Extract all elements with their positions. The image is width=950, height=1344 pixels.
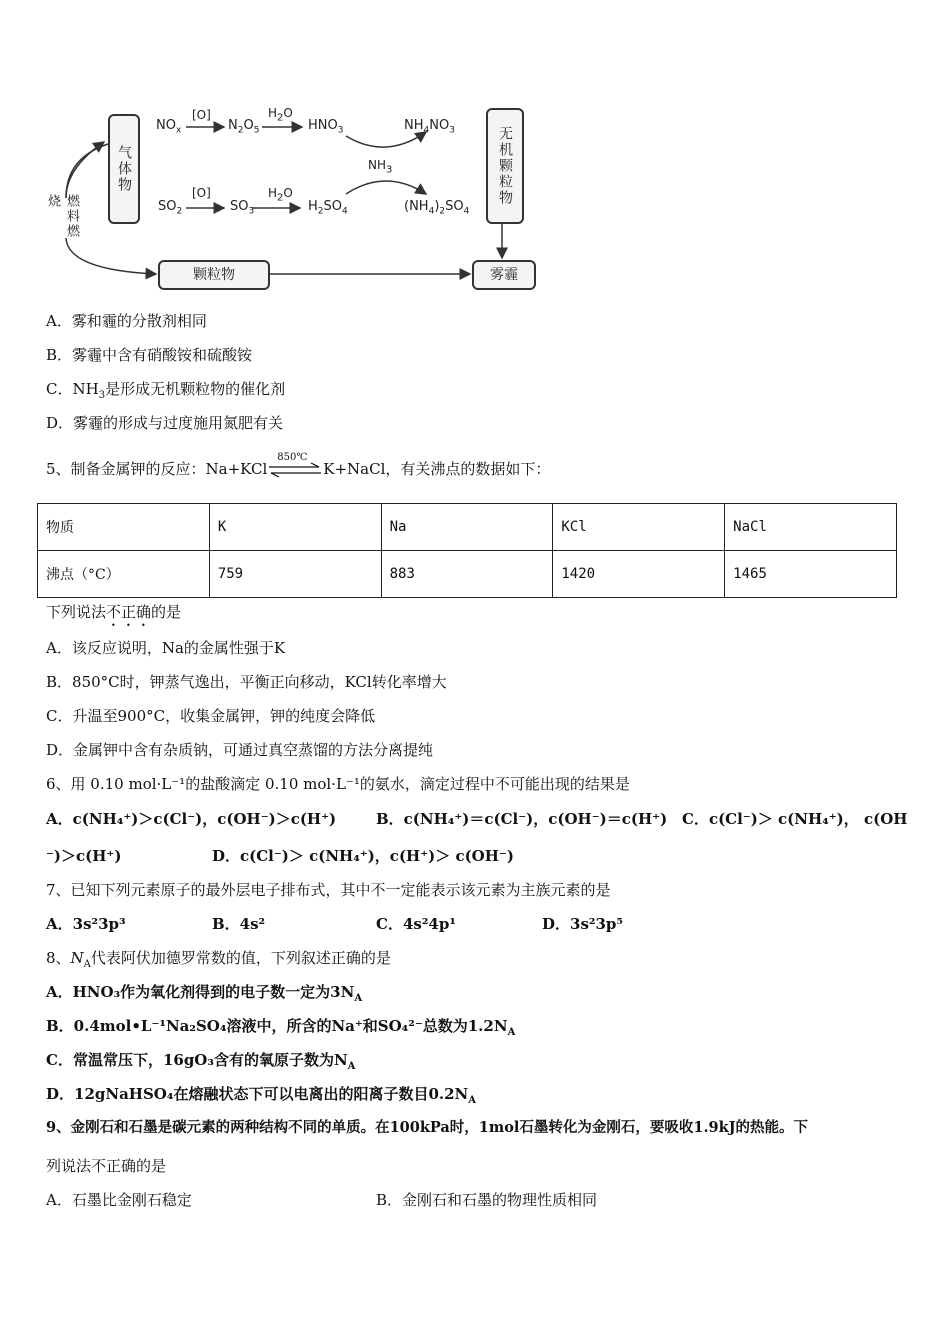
water-label-2: $H_2O$ (268, 186, 293, 204)
q8-option-c-sub: A (347, 1061, 356, 1072)
nh3-label: $NH_3$ (368, 158, 393, 176)
q5-stem-pre: 5、制备金属钾的反应：Na+KCl (46, 460, 268, 478)
formula-so3: $SO_3$ (230, 199, 255, 217)
table-header-cell: NaCl (725, 504, 897, 551)
arrow-to-gas (66, 142, 104, 198)
table-cell: 883 (381, 551, 553, 598)
q8-stem (46, 948, 391, 968)
table-header-cell: K (209, 504, 381, 551)
q8-stem-post: 代表阿伏加德罗常数的值，下列叙述正确的是 (90, 949, 391, 967)
q5-ask-pre: 下列说法 (46, 603, 107, 621)
reaction-condition-label: 850℃ (277, 452, 308, 463)
formula-nh4-2so4: $(NH_4)_2SO_4$ (404, 199, 470, 217)
q9-option-b: B．金刚石和石墨的物理性质相同 (376, 1191, 598, 1209)
table-cell: 1420 (553, 551, 725, 598)
inorganic-particle-box: 无机颗粒物 (486, 108, 524, 224)
q4-option-c-post: 是形成无机颗粒物的催化剂 (105, 380, 286, 398)
q8-option-b-sub: A (507, 1027, 516, 1038)
q8-option-a-text: A．HNO₃作为氧化剂得到的电子数一定为3N (46, 983, 355, 1001)
ox-label-2: [O] (192, 186, 211, 200)
q5-ask-emphasis: 不正确 (106, 603, 152, 621)
q8-option-d (46, 1084, 476, 1104)
q4-option-c: C．$NH_3$是形成无机颗粒物的催化剂 (46, 380, 286, 401)
table-header-cell: 物质 (38, 504, 210, 551)
q7-option-c: C．4s²4p¹ (376, 915, 456, 933)
formula-nox: $NO_x$ (156, 118, 182, 136)
q6-option-c-cont: ⁻)＞c(H⁺) (46, 847, 122, 865)
q5-option-c: C．升温至900°C，收集金属钾，钾的纯度会降低 (46, 707, 376, 725)
q8-option-a-sub: A (354, 993, 363, 1004)
formula-so2: $SO_2$ (158, 199, 183, 217)
boiling-point-table (37, 503, 897, 598)
q4-option-b: B．雾霾中含有硝酸铵和硫酸铵 (46, 346, 253, 364)
q8-option-d-text: D．12gNaHSO₄在熔融状态下可以电离出的阳离子数目0.2N (46, 1085, 469, 1103)
formula-hno3: $HNO_3$ (308, 118, 344, 136)
table-cell: 沸点（°C） (38, 551, 210, 598)
q6-option-d: D．c(Cl⁻)＞ c(NH₄⁺)，c(H⁺)＞ c(OH⁻) (212, 847, 514, 865)
formula-h2so4: $H_2SO_4$ (308, 199, 348, 217)
q7-stem: 7、已知下列元素原子的最外层电子排布式，其中不一定能表示该元素为主族元素的是 (46, 881, 611, 899)
particle-box: 颗粒物 (158, 260, 270, 290)
q8-stem-pre: 8、 (46, 949, 71, 967)
gas-box: 气体物 (108, 114, 140, 224)
q5-stem (46, 452, 551, 480)
q7-option-d: D．3s²3p⁵ (542, 915, 623, 933)
fuel-to-gas-curve (66, 144, 108, 198)
q6-stem: 6、用 0.10 mol·L⁻¹的盐酸滴定 0.10 mol·L⁻¹的氨水，滴定过程中不可能出现的结果是 (46, 775, 630, 793)
q5-option-a: A．该反应说明，Na的金属性强于K (46, 639, 286, 657)
q8-option-c-text: C．常温常压下，16gO₃含有的氧原子数为N (46, 1051, 348, 1069)
q9-option-a: A．石墨比金刚石稳定 (46, 1191, 192, 1209)
q5-stem-post: K+NaCl，有关沸点的数据如下： (323, 460, 551, 478)
fuel-combustion-label: 燃料燃烧 (45, 194, 79, 239)
q8-option-c (46, 1050, 355, 1070)
water-label-1: $H_2O$ (268, 106, 293, 124)
q5-ask (46, 602, 181, 630)
q9-stem-line1: 9、金刚石和石墨是碳元素的两种结构不同的单质。在100kPa时，1mol石墨转化为金刚石，要吸收1.9kJ的热能。下 (46, 1119, 809, 1136)
haze-formation-diagram (46, 98, 538, 294)
q6-option-c: C．c(Cl⁻)＞ c(NH₄⁺)， c(OH (682, 810, 908, 828)
table-row (38, 551, 897, 598)
q8-option-b-text: B．0.4mol•L⁻¹Na₂SO₄溶液中，所含的Na⁺和SO₄²⁻总数为1.2N (46, 1017, 508, 1035)
table-cell: 759 (209, 551, 381, 598)
q5-ask-post: 的是 (151, 603, 182, 621)
reversible-arrow-icon (267, 460, 323, 480)
q4-option-d: D．雾霾的形成与过度施用氮肥有关 (46, 414, 284, 432)
table-cell: 1465 (725, 551, 897, 598)
haze-box: 雾霾 (472, 260, 536, 290)
q6-option-a: A．c(NH₄⁺)＞c(Cl⁻)，c(OH⁻)＞c(H⁺) (46, 810, 337, 828)
q4-option-a: A．雾和霾的分散剂相同 (46, 312, 207, 330)
table-header-cell: KCl (553, 504, 725, 551)
ox-label-1: [O] (192, 108, 211, 122)
q9-stem-line2: 列说法不正确的是 (46, 1157, 167, 1175)
q4-option-c-pre: C．NH (46, 380, 99, 398)
q5-option-b: B．850°C时，钾蒸气逸出，平衡正向移动，KCl转化率增大 (46, 673, 447, 691)
q6-option-b: B．c(NH₄⁺)＝c(Cl⁻)，c(OH⁻)＝c(H⁺) (376, 810, 668, 828)
q8-stem-na: N (70, 949, 84, 967)
q7-option-a: A．3s²3p³ (46, 915, 126, 933)
table-header-row (38, 504, 897, 551)
q8-option-b (46, 1016, 515, 1036)
table-header-cell: Na (381, 504, 553, 551)
q8-stem-sub: A (83, 959, 91, 970)
q5-option-d: D．金属钾中含有杂质钠，可通过真空蒸馏的方法分离提纯 (46, 741, 434, 759)
q8-option-a (46, 982, 362, 1002)
q8-option-d-sub: A (468, 1095, 477, 1106)
arrow-hno3-nh4no3 (346, 132, 426, 147)
formula-n2o5: $N_2O_5$ (228, 118, 260, 136)
formula-nh4no3: $NH_4NO_3$ (404, 118, 455, 136)
arrow-h2so4-nh4so4 (346, 181, 426, 194)
reversible-arrow (267, 452, 323, 480)
q7-option-b: B．4s² (212, 915, 266, 933)
